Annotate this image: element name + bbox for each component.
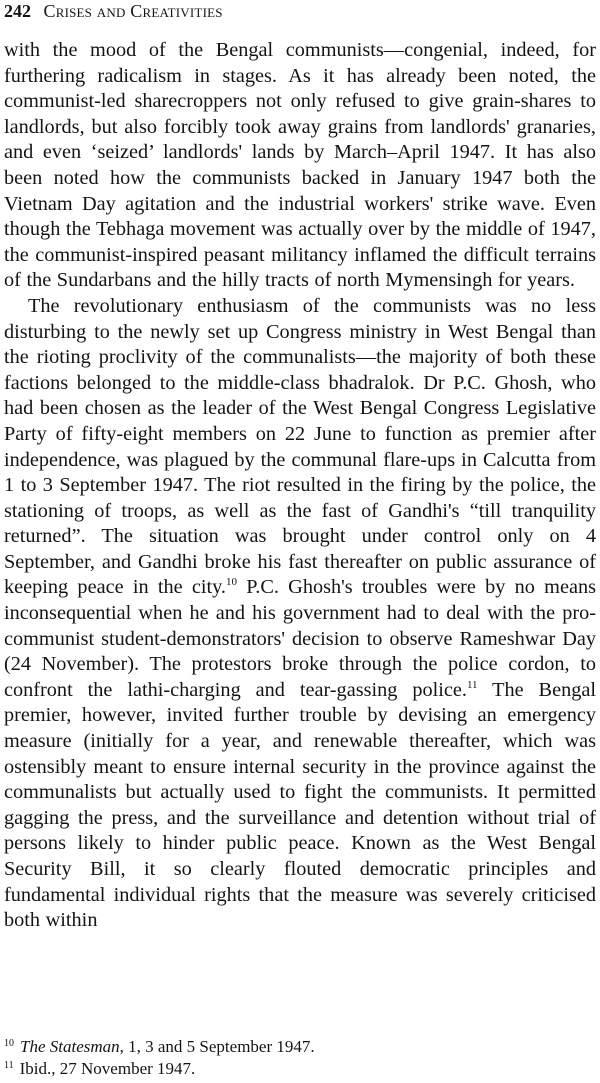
paragraph	[4, 38, 596, 294]
footnotes	[4, 1036, 596, 1080]
paragraph-text: The revolutionary enthusiasm of the communists was no less disturbing to the newly set up Congress ministry in West Bengal than the rioting proclivity of the communalists—the majority of both these factions belonged to the middle-class bhadralok. Dr P.C. Ghosh, who had been chosen as the leader of the West Bengal Congress Legislative Party of fifty-eight members on 22 June to function as premier after independence, was plagued by the communal flare-ups in Calcutta from 1 to 3 September 1947. The riot resulted in the firing by the police, the stationing of troops, as well as the fast of Gandhi's “till tranquility returned”. The situation was brought under control only on 4 September, and Gandhi broke his fast thereafter on public assurance of keeping peace in the city.	[4, 294, 596, 599]
footnote-number: 11	[4, 1060, 14, 1071]
paragraph-text: with the mood of the Bengal communists—congenial, indeed, for furthering radicalism in stages. As it has already been noted, the communist-led sharecroppers not only refused to give grain-shares to landlords, but also forcibly took away grains from landlords' granaries, and even ‘seized’ landlords' lands by March–April 1947. It has also been noted how the communists backed in January 1947 both the Vietnam Day agitation and the industrial workers' strike wave. Even though the Tebhaga movement was actually over by the middle of 1947, the communist-inspired peasant militancy inflamed the difficult terrains of the Sundarbans and the hilly tracts of north Mymensingh for years.	[4, 39, 596, 292]
footnote-source-title: The Statesman	[20, 1037, 120, 1056]
footnote-ref[interactable]: 10	[226, 576, 238, 589]
running-header	[4, 0, 594, 26]
paragraph-text: P.C. Ghosh's troubles were by no means inconsequential when he and his government had to deal with the pro-communist student-demonstrators' decision to observe Rameshwar Day (24 November). The protestors broke through the police cordon, to confront the lathi-charging and tear-gassing police.	[4, 576, 596, 701]
paragraph-text: The Bengal premier, however, invited further trouble by devising an emergency measure (initially for a year, and renewable thereafter, which was ostensibly meant to ensure internal security in the province against the communalists but actually used to fight the communists. It permitted gagging the press, and the surveillance and detention without trial of persons likely to hinder public peace. Known as the West Bengal Security Bill, it so clearly flouted democratic principles and fundamental individual rights that the measure was severely criticised both within	[4, 678, 596, 932]
footnote-text: , 1, 3 and 5 September 1947.	[119, 1037, 315, 1056]
footnote-number: 10	[4, 1038, 14, 1049]
footnote	[4, 1036, 596, 1058]
page-number: 242	[4, 1, 31, 21]
paragraph	[4, 294, 596, 934]
footnote-text: Ibid., 27 November 1947.	[19, 1059, 196, 1078]
footnote-ref[interactable]: 11	[466, 678, 478, 691]
footnote	[4, 1058, 596, 1080]
body-text	[4, 38, 596, 934]
running-title: Crises and Creativities	[43, 1, 223, 21]
